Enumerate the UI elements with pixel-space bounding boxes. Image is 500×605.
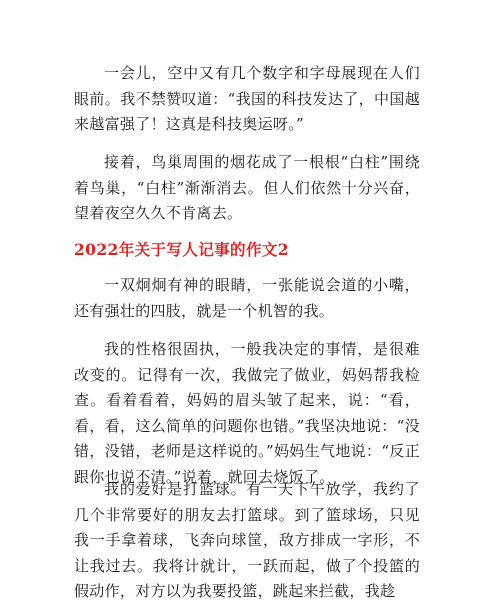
body-paragraph: 一会儿，空中又有几个数字和字母展现在人们眼前。我不禁赞叹道：“我国的科技发达了，中国越来越富强了！这真是科技奥运呀。” [74,64,420,133]
body-paragraph: 一双炯炯有神的眼睛，一张能说会道的小嘴，还有强壮的四肢，就是一个机智的我。 [74,276,420,320]
section-heading: 2022年关于写人记事的作文2 [74,240,289,259]
body-paragraph: 接着，鸟巢周围的烟花成了一根根“白柱”围绕着鸟巢，“白柱”渐渐消去。但人们依然十分兴奋，望着夜空久久不肯离去。 [74,153,420,222]
body-paragraph: 我的爱好是打篮球。有一天下午放学，我约了几个非常要好的朋友去打篮球。到了篮球场，只见我一手拿着球，飞奔向球筐，敌方排成一字形，不让我过去。我将计就计，一跃而起，做了个投篮的假动作，对方以为我要投篮，跳起来拦截，我趁 [74,480,420,600]
body-paragraph: 我的性格很固执，一般我决定的事情，是很难改变的。记得有一次，我做完了做业，妈妈帮我检查。看着看着，妈妈的眉头皱了起来，说：“看，看，看，这么简单的问题你也错。”我坚决地说：“没错，没错，老师是这样说的。”妈妈生气地说：“反正跟你也说不清。”说着，就回去烧饭了。 [74,340,420,486]
